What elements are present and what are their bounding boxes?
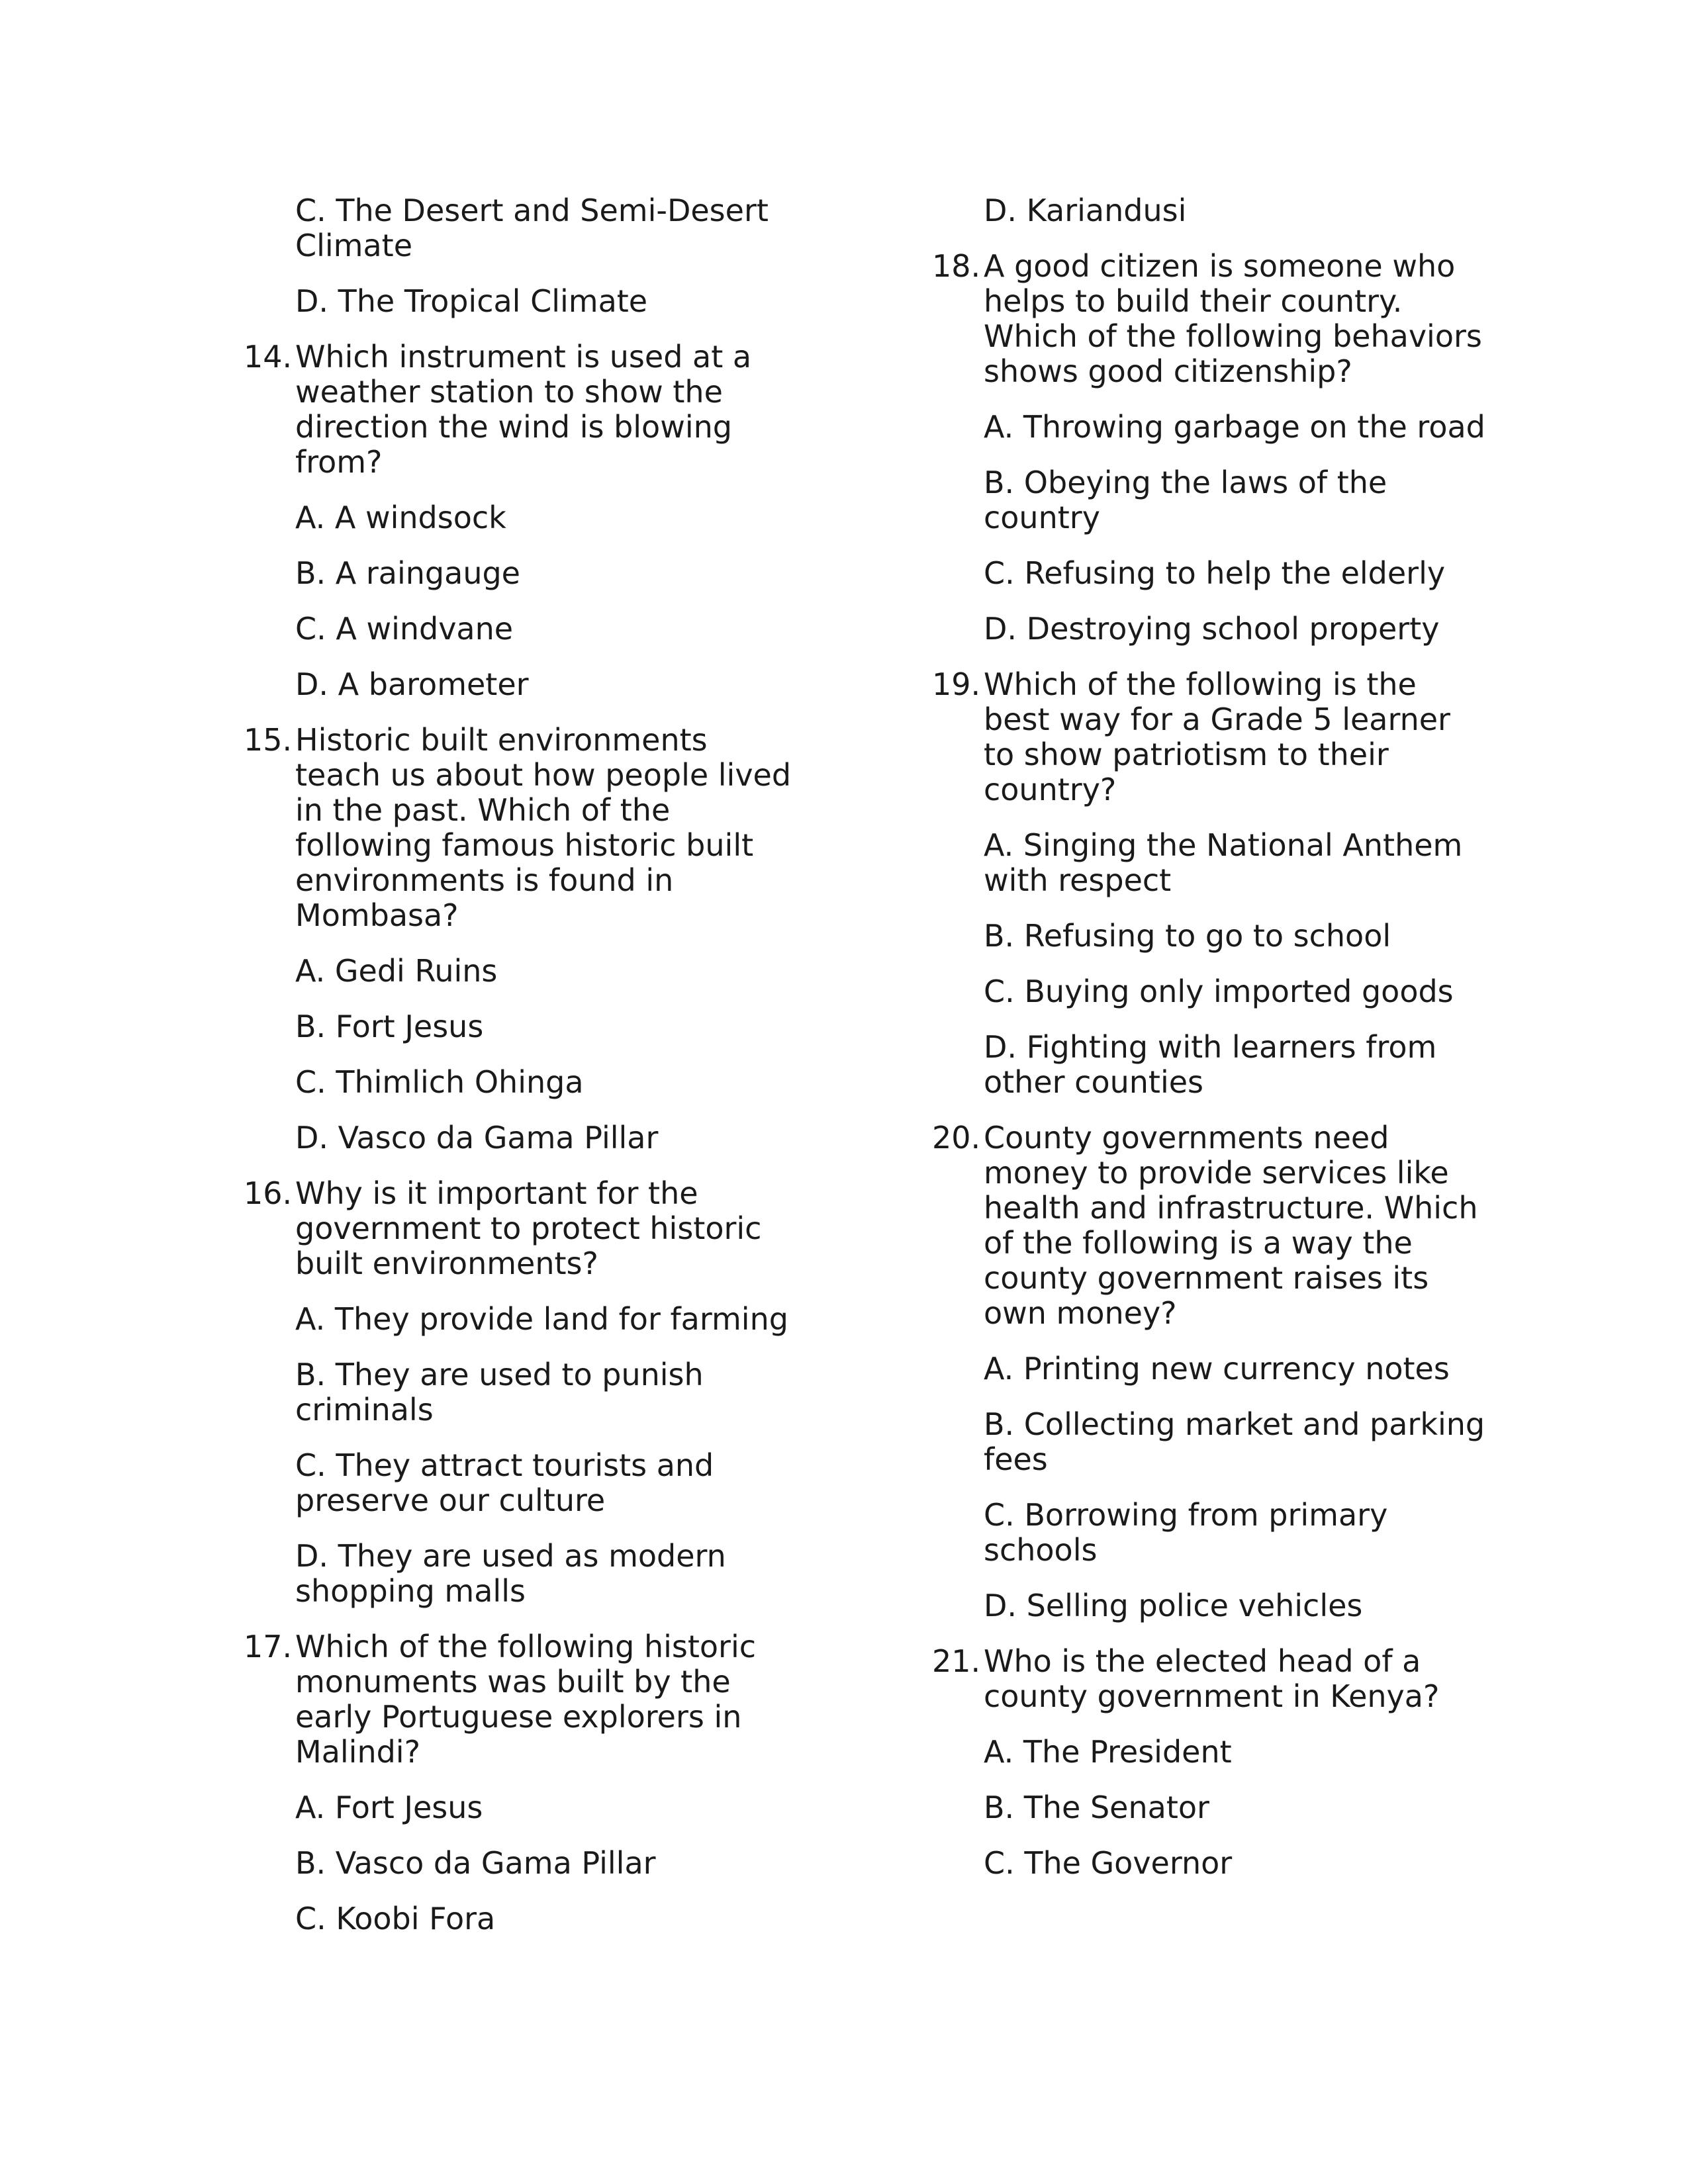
option: B. They are used to punish criminals [295, 1357, 704, 1428]
option: D. Fighting with learners from other counties [984, 1029, 1437, 1100]
option: D. They are used as modern shopping malls [295, 1538, 726, 1609]
option: A. Gedi Ruins [295, 953, 498, 989]
option: C. Refusing to help the elderly [984, 555, 1446, 591]
option: D. Destroying school property [984, 611, 1440, 647]
left-column [244, 193, 800, 1957]
question-17 [244, 1629, 800, 1936]
question-number: 17. [244, 1629, 293, 1664]
right-column [932, 193, 1488, 1901]
option: D. Kariandusi [984, 193, 1187, 228]
option: D. Selling police vehicles [984, 1588, 1363, 1623]
option: C. Buying only imported goods [984, 974, 1454, 1009]
option: C. Borrowing from primary schools [984, 1497, 1388, 1568]
question-text: County governments need money to provide services like health and infrastructure. Which of the following is a way the county government raises its own money? [984, 1120, 1478, 1331]
question-number: 21. [932, 1643, 981, 1679]
option: D. Vasco da Gama Pillar [295, 1120, 659, 1156]
question-number: 18. [932, 248, 981, 284]
option: A. The President [984, 1734, 1232, 1770]
question-text: Which of the following historic monuments was built by the early Portuguese explorers in Malindi? [295, 1629, 757, 1770]
option: B. Collecting market and parking fees [984, 1406, 1485, 1477]
continued-options [932, 193, 1488, 228]
option: A. They provide land for farming [295, 1301, 788, 1337]
question-text: Historic built environments teach us about how people lived in the past. Which of the following famous historic built environments is found in Mombasa? [295, 722, 792, 933]
option: B. Vasco da Gama Pillar [295, 1845, 656, 1881]
option: C. A windvane [295, 611, 514, 647]
option: A. Singing the National Anthem with respect [984, 827, 1463, 898]
option: A. Throwing garbage on the road [984, 409, 1485, 445]
option: B. Fort Jesus [295, 1009, 484, 1044]
question-text: Who is the elected head of a county government in Kenya? [984, 1643, 1440, 1714]
question-14 [244, 340, 800, 702]
question-15 [244, 723, 800, 1156]
question-number: 16. [244, 1175, 293, 1211]
option: B. Refusing to go to school [984, 918, 1391, 954]
option: B. A raingauge [295, 555, 520, 591]
question-text: Why is it important for the government to protect historic built environments? [295, 1175, 762, 1281]
option: A. A windsock [295, 500, 506, 535]
question-text: Which of the following is the best way for a Grade 5 learner to show patriotism to their country? [984, 666, 1450, 807]
option: B. Obeying the laws of the country [984, 465, 1387, 535]
question-number: 19. [932, 666, 981, 702]
option: A. Fort Jesus [295, 1790, 483, 1825]
option: D. The Tropical Climate [295, 283, 648, 319]
option: C. They attract tourists and preserve our culture [295, 1447, 714, 1518]
question-text: A good citizen is someone who helps to build their country. Which of the following behaviors shows good citizenship? [984, 248, 1482, 389]
option: C. Thimlich Ohinga [295, 1064, 584, 1100]
question-16 [244, 1176, 800, 1609]
question-19 [932, 667, 1488, 1100]
question-21 [932, 1644, 1488, 1881]
question-text: Which instrument is used at a weather station to show the direction the wind is blowing from? [295, 339, 752, 480]
question-20 [932, 1120, 1488, 1623]
question-number: 20. [932, 1120, 981, 1156]
question-number: 15. [244, 722, 293, 758]
option: C. The Governor [984, 1845, 1233, 1881]
option: D. A barometer [295, 666, 529, 702]
option: C. The Desert and Semi-Desert Climate [295, 193, 769, 263]
option: B. The Senator [984, 1790, 1209, 1825]
continued-options [244, 193, 800, 319]
question-18 [932, 249, 1488, 647]
option: A. Printing new currency notes [984, 1351, 1450, 1387]
question-number: 14. [244, 339, 293, 375]
option: C. Koobi Fora [295, 1901, 496, 1936]
